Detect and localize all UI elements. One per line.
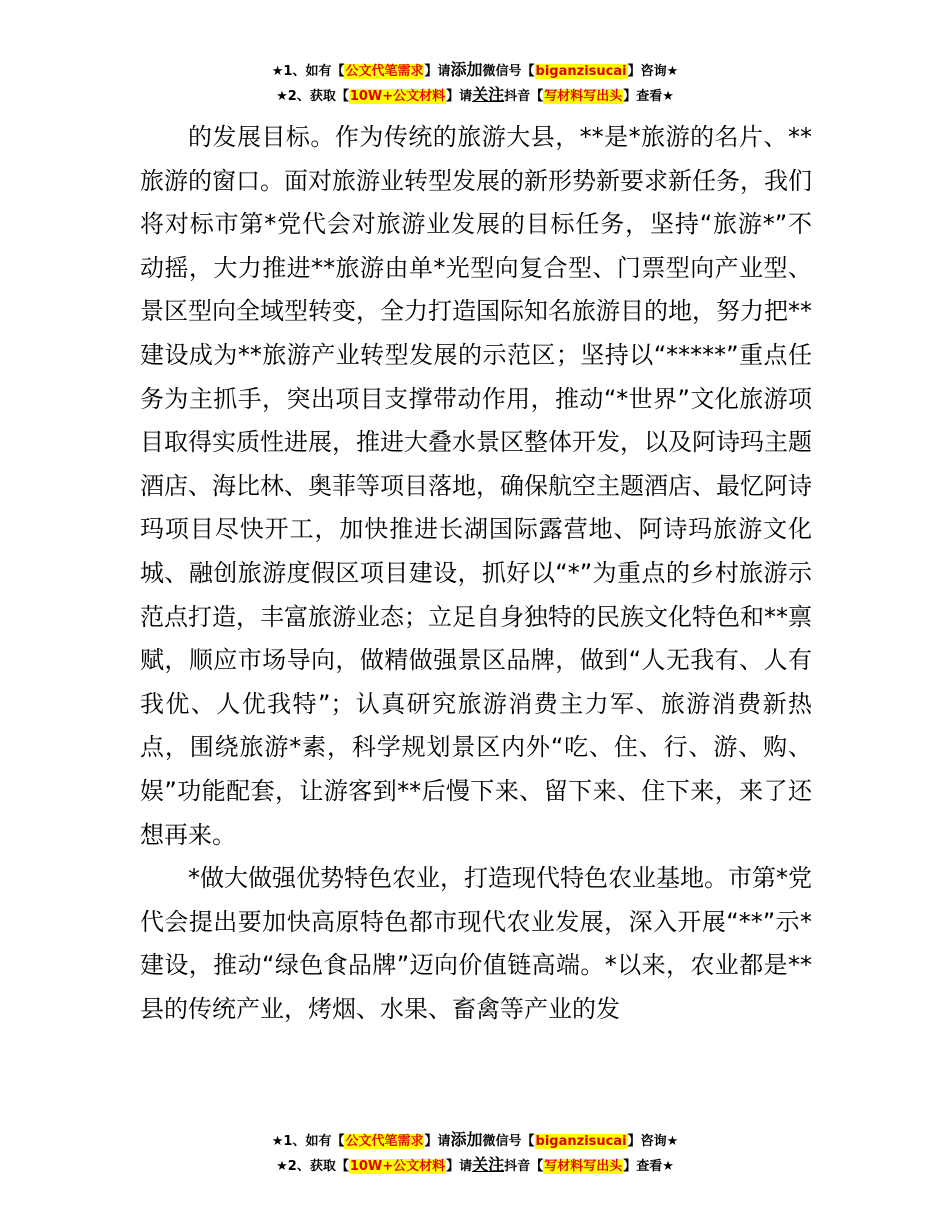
banner-text: 】查看★: [623, 89, 674, 104]
banner-text: ★1、如有【: [271, 64, 345, 79]
banner-highlight: 写材料写出头: [544, 89, 623, 104]
footer-banner: [0, 1128, 950, 1178]
banner-line-1: [0, 58, 950, 83]
header-banner: [0, 58, 950, 108]
banner-text: 微信号【: [482, 64, 535, 79]
banner-text: 】查看★: [623, 1159, 674, 1174]
banner-text: 添加: [450, 1130, 483, 1149]
banner-text: ★1、如有【: [271, 1134, 345, 1149]
banner-highlight: 公文代笔需求: [345, 1134, 424, 1149]
banner-text: ★2、获取【: [276, 89, 349, 104]
banner-line-2: [0, 83, 950, 108]
banner-highlight: 写材料写出头: [544, 1159, 623, 1174]
document-body: [140, 116, 812, 1031]
banner-text: 关注: [472, 1155, 505, 1174]
banner-text: 】咨询★: [627, 1134, 679, 1149]
banner-line-2: [0, 1153, 950, 1178]
banner-line-1: [0, 1128, 950, 1153]
banner-highlight: 公文代笔需求: [345, 64, 424, 79]
paragraph: 的发展目标。作为传统的旅游大县，**是*旅游的名片、**旅游的窗口。面对旅游业转型发展的新形势新要求新任务，我们将对标市第*党代会对旅游业发展的目标任务，坚持“旅游*”不动摇，大力推进**旅游由单*光型向复合型、门票型向产业型、景区型向全域型转变，全力打造国际知名旅游目的地，努力把**建设成为**旅游产业转型发展的示范区；坚持以“*****”重点任务为主抓手，突出项目支撑带动作用，推动“*世界”文化旅游项目取得实质性进展，推进大叠水景区整体开发，以及阿诗玛主题酒店、海比林、奥菲等项目落地，确保航空主题酒店、最忆阿诗玛项目尽快开工，加快推进长湖国际露营地、阿诗玛旅游文化城、融创旅游度假区项目建设，抓好以“*”为重点的乡村旅游示范点打造，丰富旅游业态；立足自身独特的民族文化特色和**禀赋，顺应市场导向，做精做强景区品牌，做到“人无我有、人有我优、人优我特”；认真研究旅游消费主力军、旅游消费新热点，围绕旅游*素，科学规划景区内外“吃、住、行、游、购、娱”功能配套，让游客到**后慢下来、留下来、住下来，来了还想再来。: [140, 123, 812, 849]
banner-highlight: 10W+公文材料: [349, 1159, 446, 1174]
banner-wechat-id: biganzisucai: [535, 64, 627, 79]
banner-text: 】请: [446, 1159, 473, 1174]
banner-text: ★2、获取【: [276, 1159, 349, 1174]
banner-highlight: 10W+公文材料: [349, 89, 446, 104]
banner-wechat-id: biganzisucai: [535, 1134, 627, 1149]
banner-text: 抖音【: [504, 1159, 544, 1174]
banner-text: 】请: [424, 64, 451, 79]
banner-text: 微信号【: [482, 1134, 535, 1149]
banner-text: 】请: [424, 1134, 451, 1149]
banner-text: 】咨询★: [627, 64, 679, 79]
banner-text: 抖音【: [504, 89, 544, 104]
banner-text: 添加: [450, 60, 483, 79]
banner-text: 关注: [472, 85, 505, 104]
paragraph: *做大做强优势特色农业，打造现代特色农业基地。市第*党代会提出要加快高原特色都市现代农业发展，深入开展“**”示*建设，推动“绿色食品牌”迈向价值链高端。*以来，农业都是**县的传统产业，烤烟、水果、畜禽等产业的发: [140, 864, 812, 1023]
banner-text: 】请: [446, 89, 473, 104]
